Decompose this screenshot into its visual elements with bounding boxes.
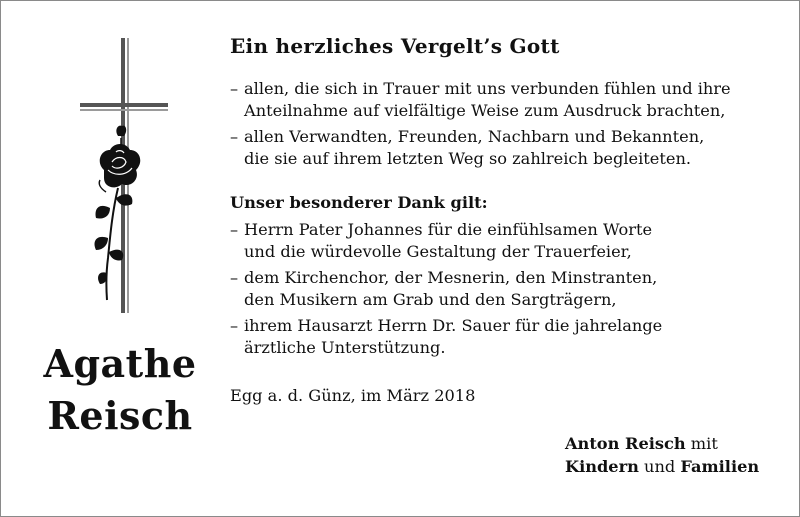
signature [565, 432, 759, 478]
list-item [230, 219, 785, 263]
signature-line-2 [565, 455, 759, 478]
cross-rose-icon [60, 38, 180, 338]
dash: – [230, 316, 239, 335]
signature-families: Familien [680, 457, 760, 476]
signature-connector: mit [685, 434, 718, 453]
list-item [230, 78, 785, 122]
line: dem Kirchenchor, der Mesnerin, den Minstranten, [244, 268, 658, 287]
page-title: Ein herzliches Vergelt’s Gott [230, 34, 560, 58]
deceased-last-name: Reisch [47, 393, 193, 438]
line: allen, die sich in Trauer mit uns verbunden fühlen und ihre [244, 79, 731, 98]
dash: – [230, 220, 239, 239]
thanks-text [230, 32, 785, 407]
line: den Musikern am Grab und den Sargträgern, [244, 290, 617, 309]
dash: – [230, 268, 239, 287]
signature-connector: und [638, 457, 681, 476]
left-column [20, 30, 220, 500]
list-item [230, 315, 785, 359]
line: und die würdevolle Gestaltung der Trauerfeier, [244, 242, 632, 261]
line: ihrem Hausarzt Herrn Dr. Sauer für die jahrelange [244, 316, 663, 335]
line: die sie auf ihrem letzten Weg so zahlreich begleiteten. [244, 149, 692, 168]
deceased-first-name: Agathe [43, 341, 197, 386]
special-thanks-heading: Unser besonderer Dank gilt: [230, 193, 488, 212]
dash: – [230, 127, 239, 146]
line: Herrn Pater Johannes für die einfühlsamen Worte [244, 220, 653, 239]
signature-line-1 [565, 432, 759, 455]
signature-kids: Kindern [565, 457, 639, 476]
list-item [230, 267, 785, 311]
place-date: Egg a. d. Günz, im März 2018 [230, 386, 476, 405]
signature-name: Anton Reisch [565, 434, 686, 453]
list-item [230, 126, 785, 170]
line: ärztliche Unterstützung. [244, 338, 446, 357]
deceased-name [20, 338, 220, 442]
dash: – [230, 79, 239, 98]
line: allen Verwandten, Freunden, Nachbarn und Bekannten, [244, 127, 705, 146]
line: Anteilnahme auf vielfältige Weise zum Ausdruck brachten, [244, 101, 726, 120]
